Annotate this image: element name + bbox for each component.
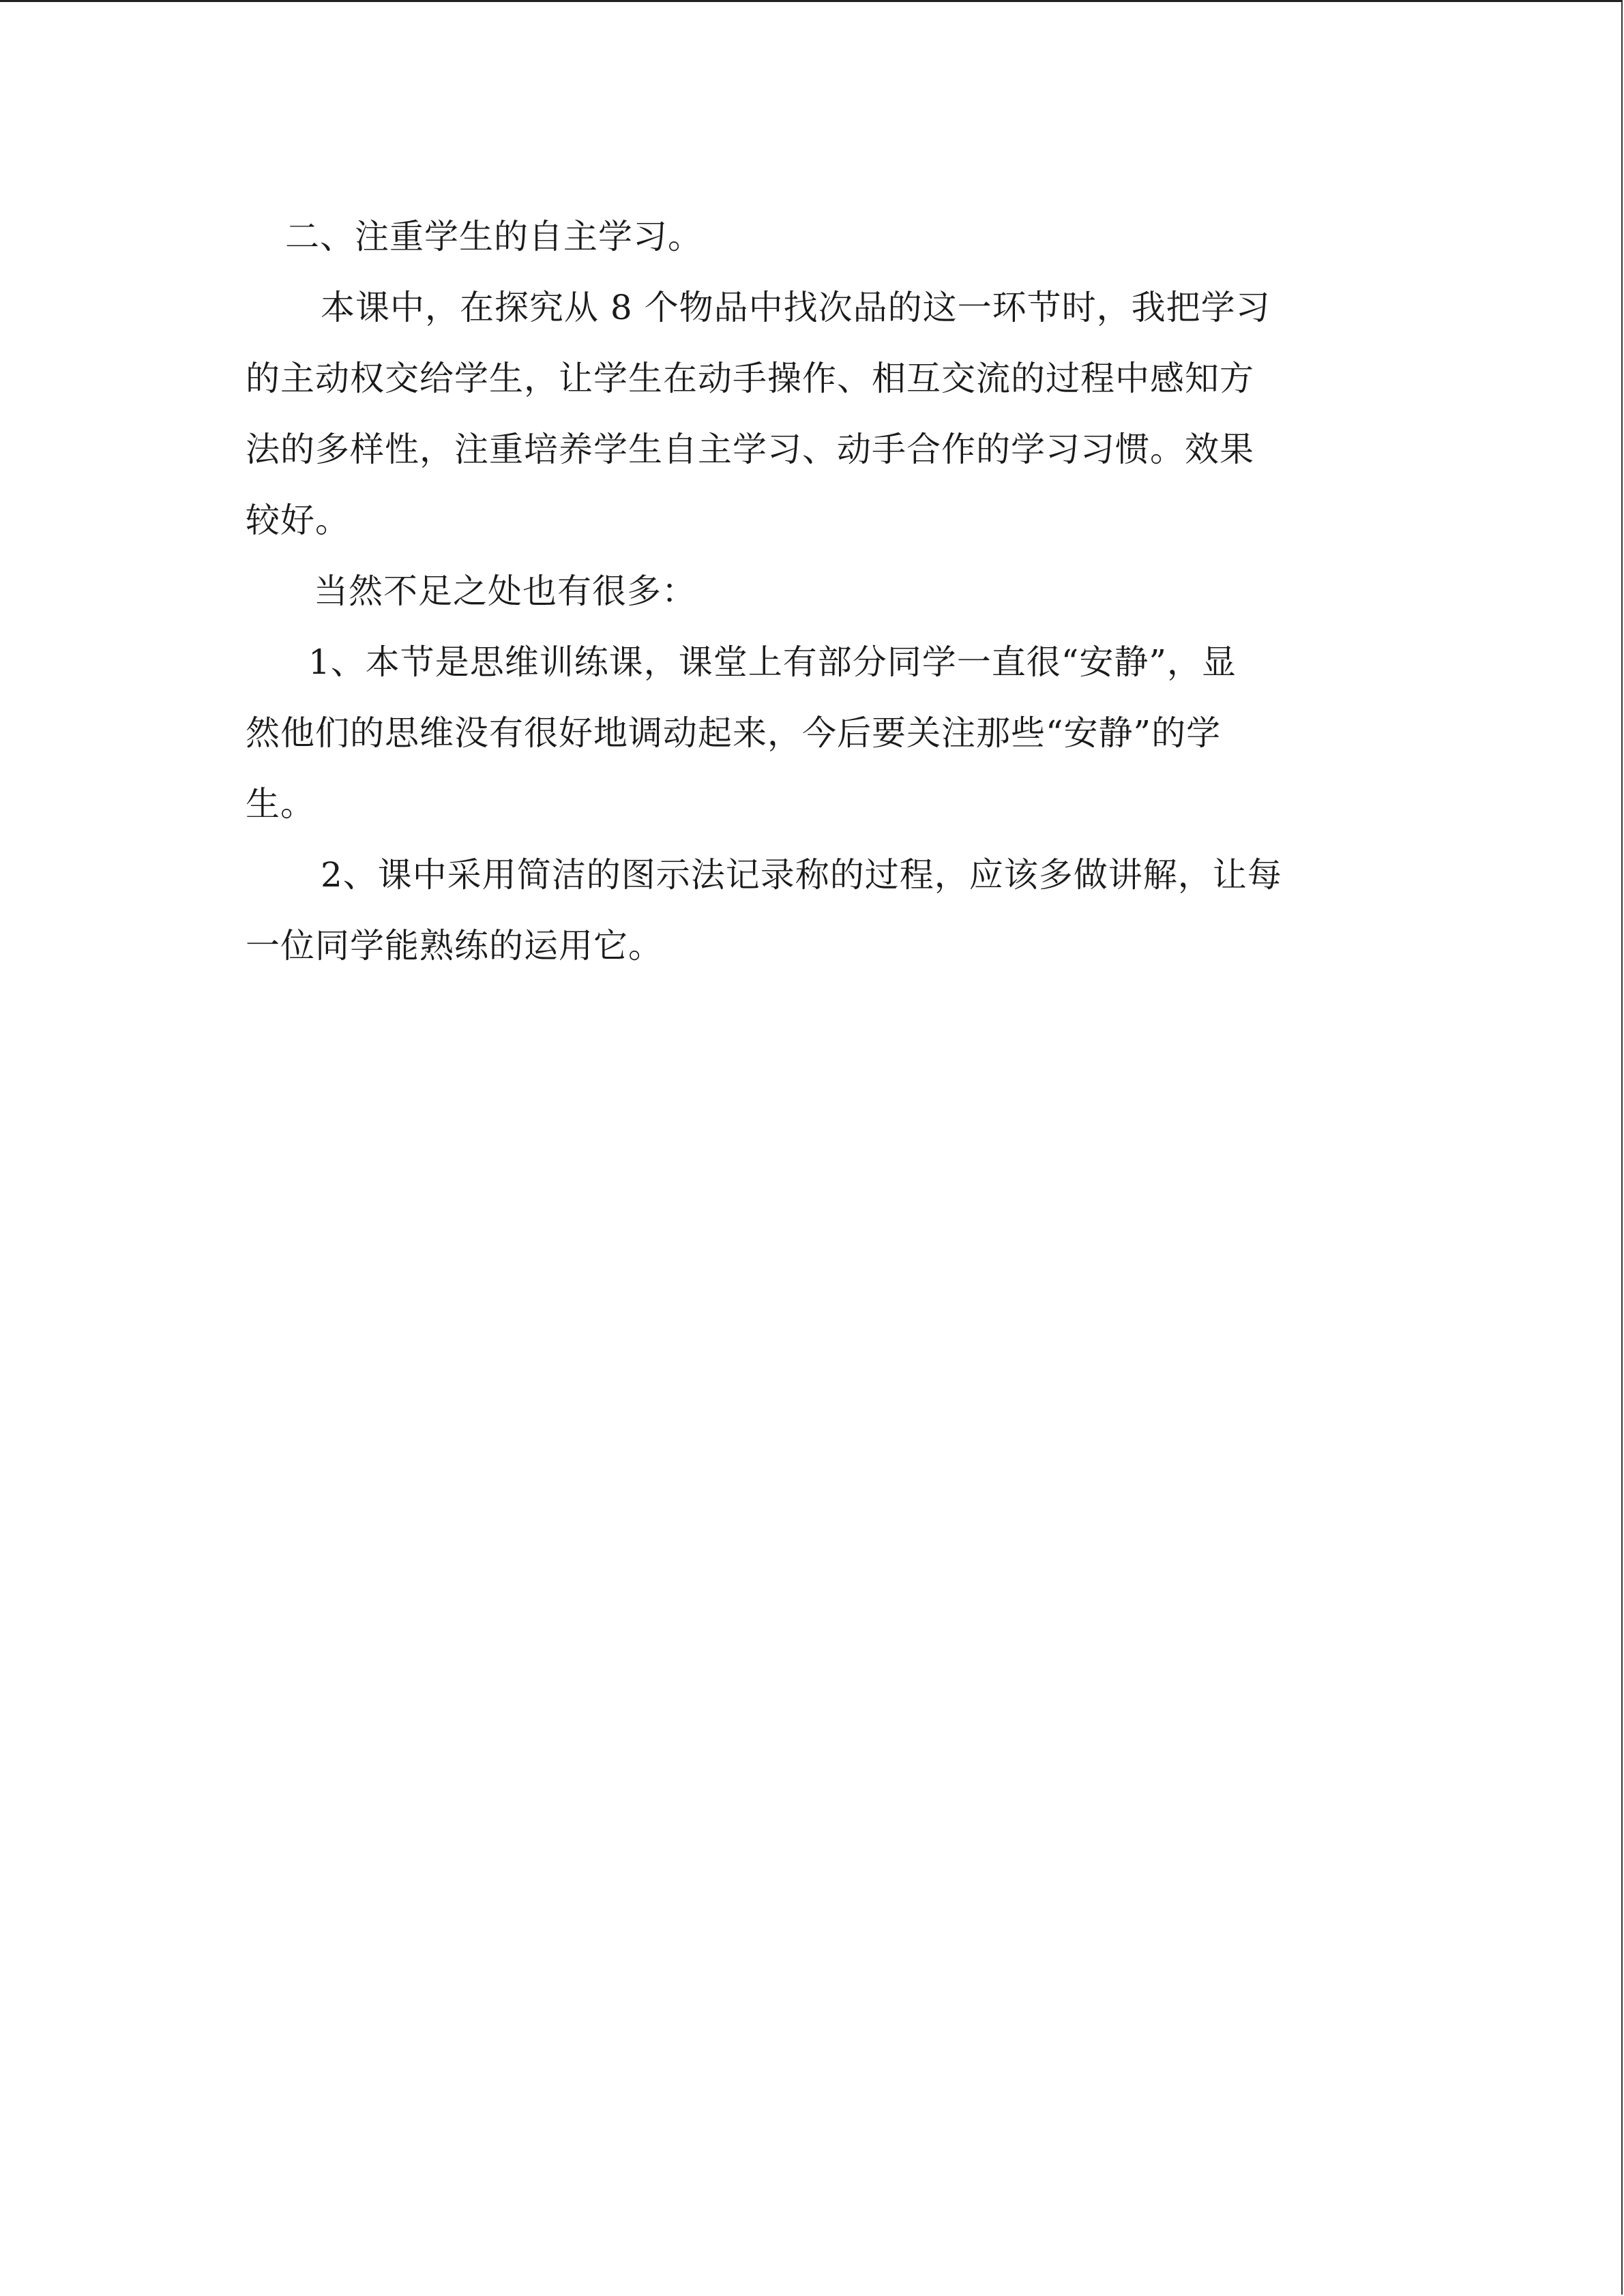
paragraph-group-1 (246, 272, 1378, 556)
document-body (246, 201, 1378, 981)
list-item-1 (246, 627, 1378, 839)
section-heading: 二、注重学生的自主学习。 (285, 217, 703, 256)
list-item-line: 一位同学能熟练的运用它。 (246, 926, 663, 966)
paragraph-line: 本课中，在探究从 8 个物品中找次品的这一环节时，我把学习 (321, 288, 1271, 327)
paragraph-line: 较好。 (246, 501, 350, 540)
paragraph-line: 的主动权交给学生，让学生在动手操作、相互交流的过程中感知方 (246, 359, 1254, 398)
list-item-line: 然他们的思维没有很好地调动起来，今后要关注那些“安静”的学 (246, 713, 1222, 753)
list-item-line: 1、本节是思维训练课，课堂上有部分同学一直很“安静”，显 (308, 642, 1237, 682)
paragraph-line: 法的多样性，注重培养学生自主学习、动手合作的学习习惯。效果 (246, 430, 1254, 469)
list-item-line: 生。 (246, 784, 315, 824)
list-item-line: 2、课中采用简洁的图示法记录称的过程，应该多做讲解，让每 (321, 855, 1282, 895)
list-item-2 (246, 839, 1378, 981)
paragraph-shortcomings: 当然不足之处也有很多： (314, 571, 696, 611)
